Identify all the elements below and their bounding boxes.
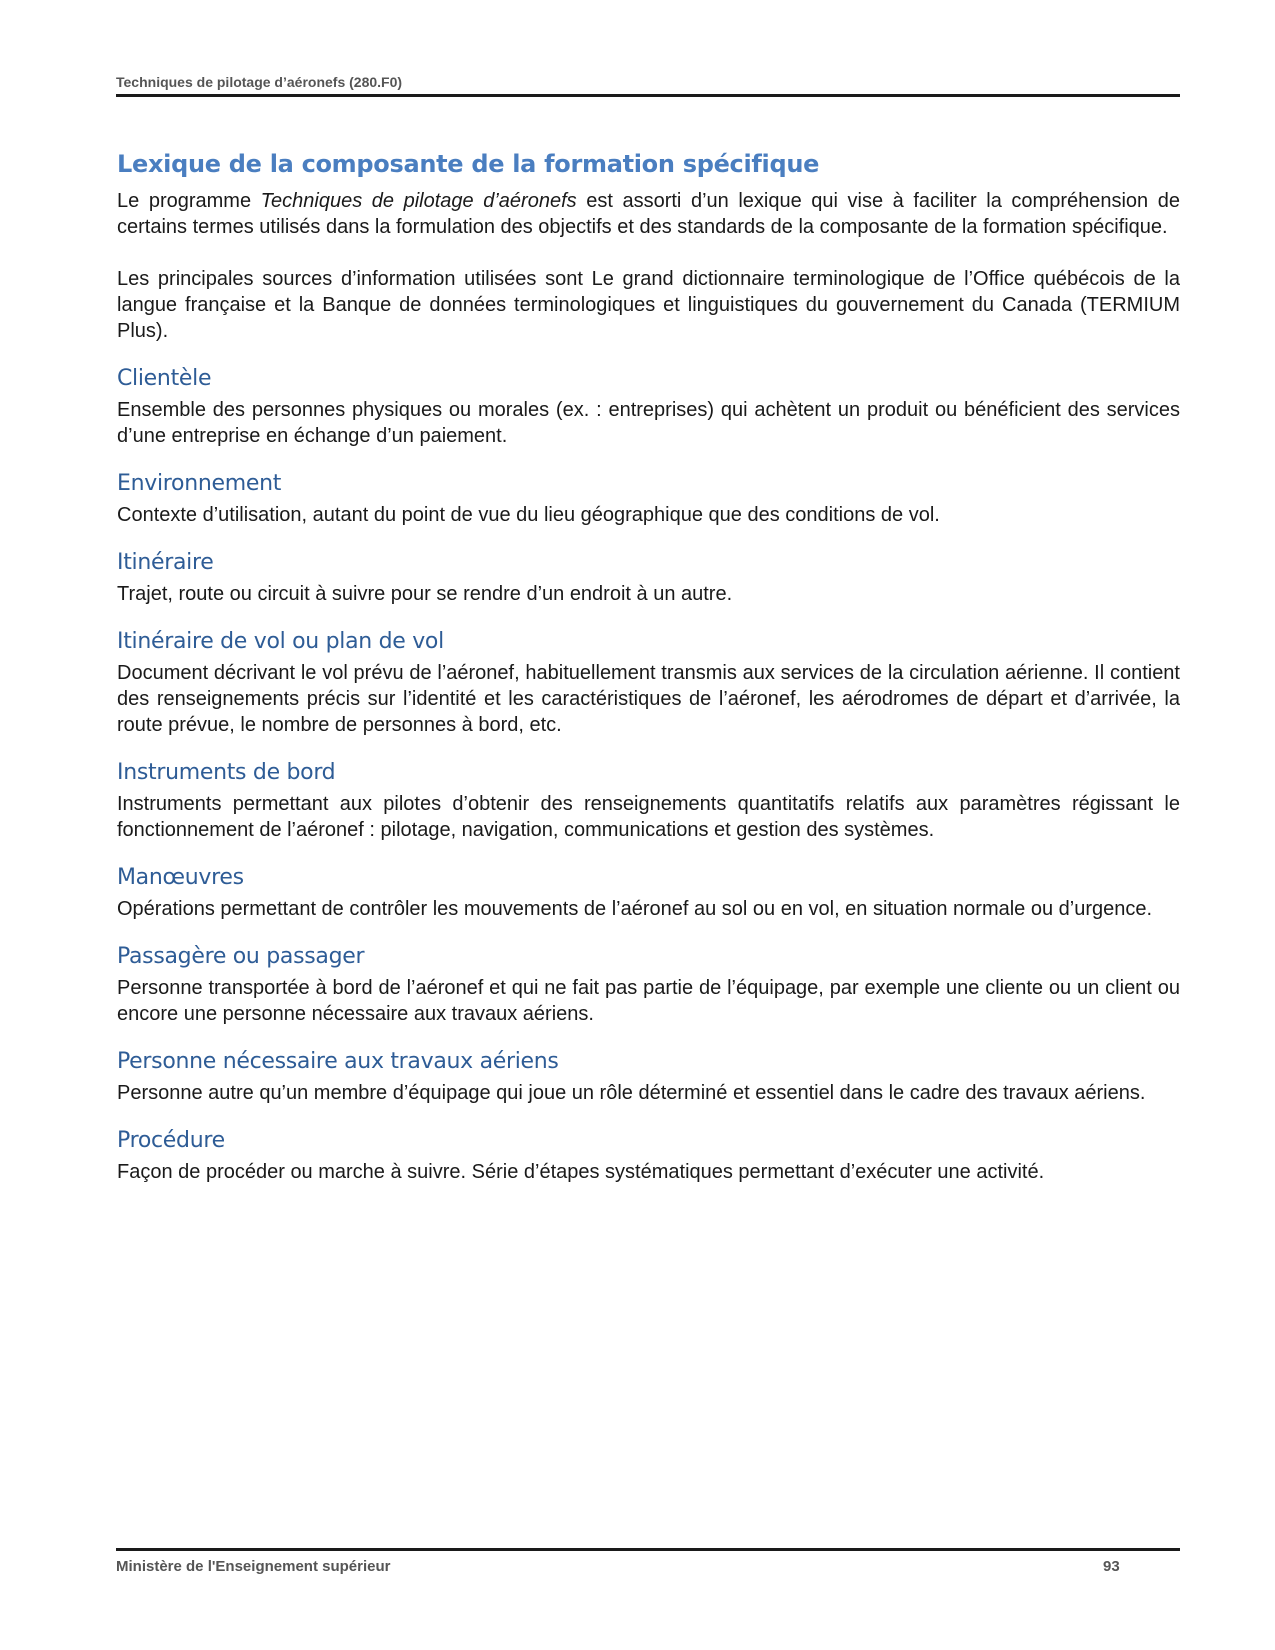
header-title: Techniques de pilotage d’aéronefs (280.F0)	[116, 74, 403, 90]
term-heading: Instruments de bord	[117, 760, 336, 785]
term-heading: Itinéraire de vol ou plan de vol	[117, 629, 444, 654]
term-definition: Document décrivant le vol prévu de l’aéronef, habituellement transmis aux services de la circulation aérienne. Il contient des renseignements précis sur l’identité et les caractéristiques de l’aéronef, les aérodromes de départ et d’arrivée, la route prévue, le nombre de personnes à bord, etc.	[117, 662, 1180, 736]
term-heading: Itinéraire	[117, 550, 214, 575]
term-definition: Personne transportée à bord de l’aéronef et qui ne fait pas partie de l’équipage, par exemple une cliente ou un client ou encore une personne nécessaire aux travaux aériens.	[117, 977, 1180, 1025]
term-definition: Façon de procéder ou marche à suivre. Série d’étapes systématiques permettant d’exécuter une activité.	[117, 1161, 1045, 1183]
term-definition: Instruments permettant aux pilotes d’obtenir des renseignements quantitatifs relatifs aux paramètres régissant le fonctionnement de l’aéronef : pilotage, navigation, communications et gestion des systèmes.	[117, 793, 1180, 841]
page-number: 93	[1103, 1558, 1120, 1575]
program-name: Techniques de pilotage d’aéronefs	[260, 190, 577, 212]
term-heading: Procédure	[117, 1128, 225, 1153]
header-rule	[116, 94, 1180, 97]
intro-text-end: est assorti d’un lexique qui vise à faciliter la compréhension de certains termes utilisés dans la formulation des objectifs et des standards de la composante de la formation spécifique.	[117, 190, 1180, 238]
intro-paragraph-1	[117, 188, 1180, 240]
term-heading: Clientèle	[117, 366, 212, 391]
term-heading: Passagère ou passager	[117, 944, 365, 969]
footer-rule	[116, 1548, 1180, 1551]
term-definition: Opérations permettant de contrôler les mouvements de l’aéronef au sol ou en vol, en situation normale ou d’urgence.	[117, 898, 1153, 920]
term-heading: Personne nécessaire aux travaux aériens	[117, 1049, 559, 1074]
page-title: Lexique de la composante de la formation spécifique	[117, 150, 820, 178]
term-definition: Personne autre qu’un membre d’équipage qui joue un rôle déterminé et essentiel dans le cadre des travaux aériens.	[117, 1082, 1146, 1104]
term-definition: Ensemble des personnes physiques ou morales (ex. : entreprises) qui achètent un produit ou bénéficient des services d’une entreprise en échange d’un paiement.	[117, 399, 1180, 447]
intro-paragraph-2: Les principales sources d’information utilisées sont Le grand dictionnaire terminologique de l’Office québécois de la langue française et la Banque de données terminologiques et linguistiques du gouvernement du Canada (TERMIUM Plus).	[117, 268, 1180, 342]
footer-publisher: Ministère de l'Enseignement supérieur	[116, 1558, 391, 1575]
term-heading: Environnement	[117, 471, 282, 496]
intro-text-start: Le programme	[117, 190, 261, 212]
term-definition: Trajet, route ou circuit à suivre pour se rendre d’un endroit à un autre.	[117, 583, 733, 605]
term-definition: Contexte d’utilisation, autant du point de vue du lieu géographique que des conditions de vol.	[117, 504, 940, 526]
term-heading: Manœuvres	[117, 865, 244, 890]
page-content	[117, 150, 1180, 1185]
